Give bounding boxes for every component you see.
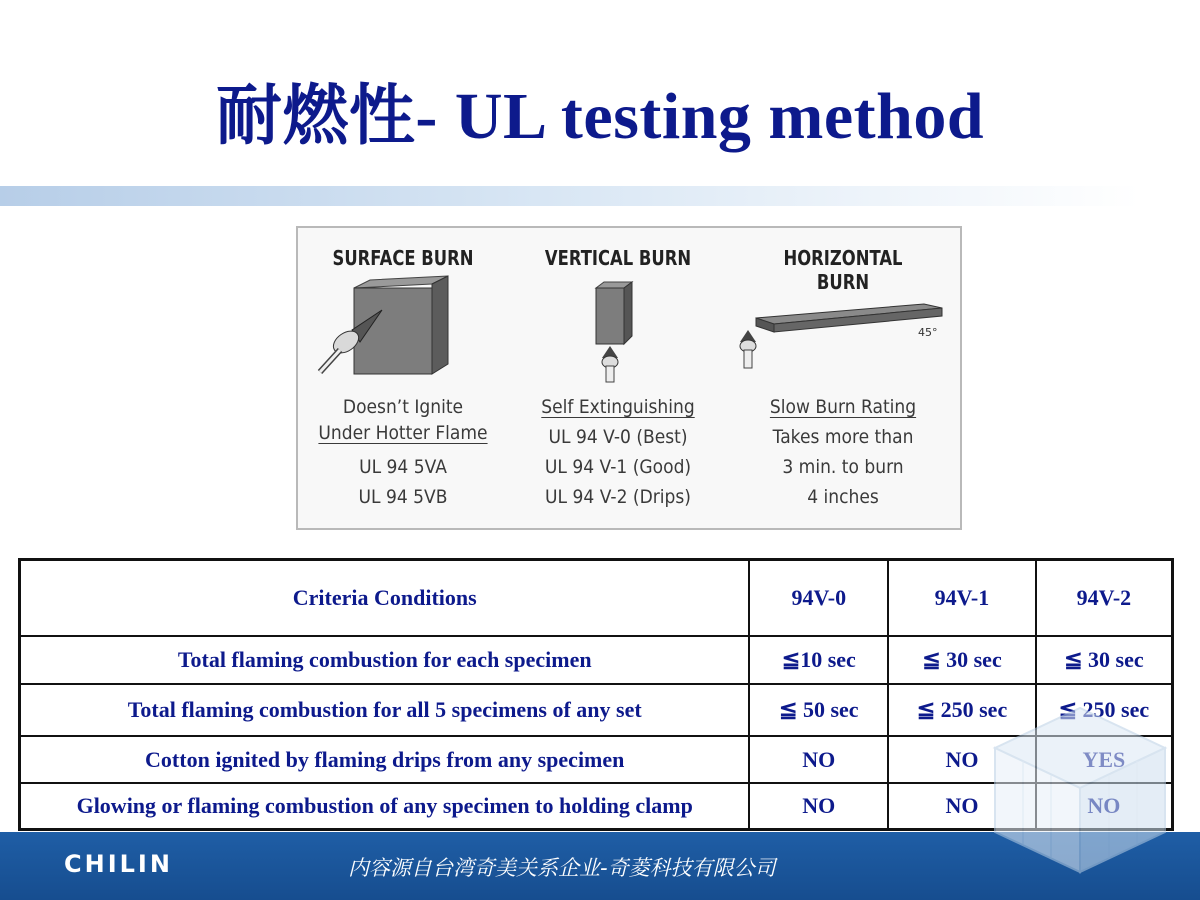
surface-burn-illustration: [298, 274, 508, 384]
horizontal-burn-illustration: [738, 274, 958, 384]
vertical-burn-column: [518, 228, 718, 528]
decorative-cube-watermark: [985, 700, 1175, 880]
value-cell: NO: [888, 736, 1036, 783]
title-underline-band: [0, 186, 1200, 206]
criteria-cell: Total flaming combustion for all 5 specimens of any set: [20, 684, 750, 736]
horizontal-burn-line-2: Takes more than: [772, 426, 914, 448]
value-cell: NO: [888, 783, 1036, 830]
header-94v2: 94V-2: [1036, 560, 1173, 637]
header-94v1: 94V-1: [888, 560, 1036, 637]
value-cell: NO: [749, 736, 888, 783]
horizontal-burn-line-4: 4 inches: [807, 486, 879, 508]
horizontal-burn-line-1: Slow Burn Rating: [769, 396, 917, 418]
vertical-burn-line-3: UL 94 V-1 (Good): [544, 456, 692, 478]
burn-test-figure: [296, 226, 962, 530]
surface-burn-heading: SURFACE BURN: [332, 246, 474, 270]
value-cell: NO: [749, 783, 888, 830]
horizontal-burn-line-3: 3 min. to burn: [782, 456, 904, 478]
surface-burn-line-3: UL 94 5VA: [359, 456, 447, 478]
criteria-cell: Cotton ignited by flaming drips from any specimen: [20, 736, 750, 783]
header-94v0: 94V-0: [749, 560, 888, 637]
slide-title: 耐燃性- UL testing method: [215, 80, 985, 153]
value-cell: ≦ 250 sec: [1036, 684, 1173, 736]
header-criteria: Criteria Conditions: [20, 560, 750, 637]
value-cell: ≦ 50 sec: [749, 684, 888, 736]
surface-burn-line-2: Under Hotter Flame: [318, 422, 488, 444]
angle-label: 45°: [918, 326, 938, 339]
table-header-row: [20, 560, 1173, 637]
horizontal-burn-column: [738, 228, 948, 528]
value-cell: ≦ 30 sec: [888, 636, 1036, 684]
vertical-burn-line-1: Self Extinguishing: [541, 396, 695, 418]
vertical-burn-heading: VERTICAL BURN: [544, 246, 692, 270]
vertical-burn-line-4: UL 94 V-2 (Drips): [545, 486, 691, 508]
vertical-burn-illustration: [518, 274, 718, 384]
value-cell: ≦10 sec: [749, 636, 888, 684]
value-cell: ≦ 250 sec: [888, 684, 1036, 736]
company-logo: CHILIN: [64, 850, 173, 878]
criteria-cell: Total flaming combustion for each specimen: [20, 636, 750, 684]
value-cell: ≦ 30 sec: [1036, 636, 1173, 684]
footer-source-text: 内容源自台湾奇美关系企业-奇菱科技有限公司: [348, 856, 776, 880]
table-row: [20, 636, 1173, 684]
horizontal-burn-heading: HORIZONTAL BURN: [783, 246, 903, 294]
criteria-cell: Glowing or flaming combustion of any specimen to holding clamp: [20, 783, 750, 830]
surface-burn-line-1: Doesn’t Ignite: [342, 396, 464, 418]
surface-burn-column: [298, 228, 508, 528]
surface-burn-line-4: UL 94 5VB: [358, 486, 448, 508]
vertical-burn-line-2: UL 94 V-0 (Best): [548, 426, 688, 448]
